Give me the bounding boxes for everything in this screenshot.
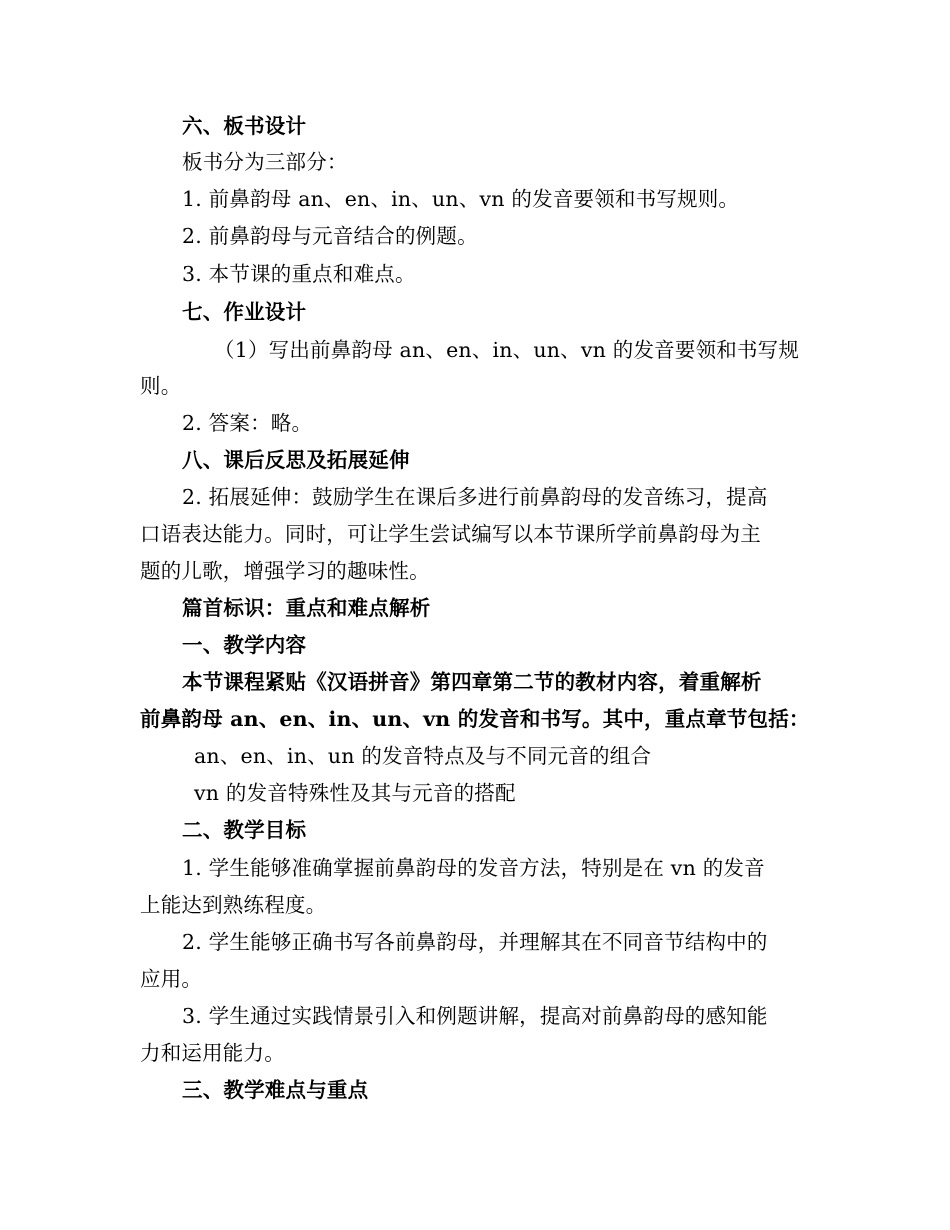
part2-goal2-line2: 应用。 [140,967,203,991]
part2-goal2-line1: 2. 学生能够正确书写各前鼻韵母，并理解其在不同音节结构中的 [182,930,768,954]
part2-goal1-line1: 1. 学生能够准确掌握前鼻韵母的发音方法，特别是在 vn 的发音 [182,856,765,880]
section6-item-2: 2. 前鼻韵母与元音结合的例题。 [182,224,478,248]
part1-sub-item-2: vn 的发音特殊性及其与元音的搭配 [194,781,516,805]
section6-item-1: 1. 前鼻韵母 an、en、in、un、vn 的发音要领和书写规则。 [182,187,740,211]
section6-intro: 板书分为三部分： [182,150,348,174]
section7-item1-line1: （1）写出前鼻韵母 an、en、in、un、vn 的发音要领和书写规 [214,338,800,362]
section8-para-line2: 口语表达能力。同时，可让学生尝试编写以本节课所学前鼻韵母为主 [140,522,761,546]
part2-goal3-line1: 3. 学生通过实践情景引入和例题讲解，提高对前鼻韵母的感知能 [182,1004,768,1028]
section8-para-line1: 2. 拓展延伸：鼓励学生在课后多进行前鼻韵母的发音练习，提高 [182,485,768,509]
part1-sub-item-1: an、en、in、un 的发音特点及与不同元音的组合 [194,744,652,768]
section8-heading: 八、课后反思及拓展延伸 [182,448,410,472]
part1-bold-line1: 本节课程紧贴《汉语拼音》第四章第二节的教材内容，着重解析 [182,670,762,694]
section7-heading: 七、作业设计 [182,300,307,324]
part2-goal1-line2: 上能达到熟练程度。 [140,893,327,917]
part1-bold-line2: 前鼻韵母 an、en、in、un、vn 的发音和书写。其中，重点章节包括： [140,707,810,731]
section7-item2: 2. 答案：略。 [182,411,313,435]
part3-heading: 三、教学难点与重点 [182,1078,369,1102]
part1-heading: 一、教学内容 [182,633,307,657]
section6-item-3: 3. 本节课的重点和难点。 [182,262,416,286]
section6-heading: 六、板书设计 [182,114,307,138]
part2-goal3-line2: 力和运用能力。 [140,1041,285,1065]
section7-item1-line2: 则。 [140,374,182,398]
section8-para-line3: 题的儿歌，增强学习的趣味性。 [140,559,430,583]
part2-heading: 二、教学目标 [182,818,307,842]
marker-heading: 篇首标识：重点和难点解析 [182,596,431,620]
